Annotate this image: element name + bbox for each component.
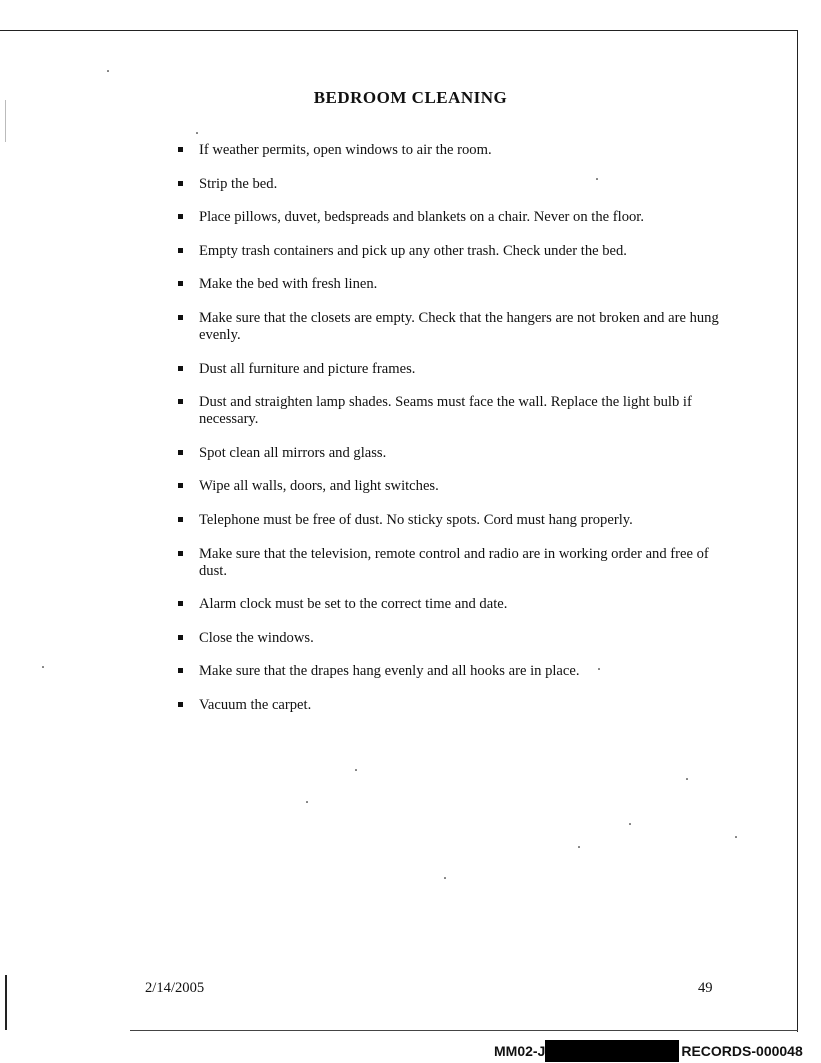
list-item-text: Make sure that the closets are empty. Check that the hangers are not broken and are hung evenly.: [199, 309, 719, 343]
list-item: [178, 243, 738, 260]
list-item: [178, 276, 738, 293]
list-item-text: Dust and straighten lamp shades. Seams must face the wall. Replace the light bulb if necessary.: [199, 394, 692, 428]
scan-speck: [355, 769, 357, 771]
list-item: [178, 663, 738, 680]
list-item: [178, 361, 738, 378]
list-item: [178, 209, 738, 226]
scan-speck: [444, 877, 446, 879]
footer-date: 2/14/2005: [145, 980, 205, 996]
list-item: [178, 176, 738, 193]
list-item-text: Close the windows.: [199, 629, 314, 646]
page-frame-top-rule: [0, 30, 798, 31]
list-item-text: Strip the bed.: [199, 175, 278, 192]
scan-speck: [686, 778, 688, 780]
list-item-text: Telephone must be free of dust. No sticky spots. Cord must hang properly.: [199, 511, 633, 528]
page-frame-left-bottom-rule: [5, 975, 7, 1030]
redaction-block: [545, 1040, 679, 1062]
bates-stamp: [494, 1040, 803, 1062]
list-item-text: Wipe all walls, doors, and light switches.: [199, 478, 439, 495]
scan-speck: [735, 836, 737, 838]
list-item: [178, 512, 738, 529]
scan-speck: [196, 132, 198, 134]
page-number: 49: [698, 980, 713, 996]
list-item-text: Make the bed with fresh linen.: [199, 276, 378, 293]
list-item-text: Dust all furniture and picture frames.: [199, 360, 416, 377]
bullet-square-icon: [178, 281, 183, 286]
scan-speck: [107, 70, 109, 72]
bates-prefix: MM02-J: [494, 1043, 546, 1059]
bullet-square-icon: [178, 315, 183, 320]
list-item: [178, 478, 738, 495]
list-item-text: Empty trash containers and pick up any other trash. Check under the bed.: [199, 242, 627, 259]
list-item: [178, 310, 738, 344]
bullet-square-icon: [178, 551, 183, 556]
list-item-text: Place pillows, duvet, bedspreads and blankets on a chair. Never on the floor.: [199, 209, 644, 226]
page-frame-right-rule: [797, 30, 798, 1032]
bullet-square-icon: [178, 635, 183, 640]
bullet-square-icon: [178, 147, 183, 152]
page-frame-bottom-rule: [130, 1030, 798, 1031]
bullet-square-icon: [178, 248, 183, 253]
bullet-square-icon: [178, 668, 183, 673]
list-item: [178, 697, 738, 714]
list-item-text: Vacuum the carpet.: [199, 696, 312, 713]
list-item-text: Alarm clock must be set to the correct time and date.: [199, 596, 508, 613]
bullet-square-icon: [178, 366, 183, 371]
list-item-text: If weather permits, open windows to air the room.: [199, 142, 492, 158]
list-item: [178, 142, 738, 159]
scan-speck: [578, 846, 580, 848]
bullet-square-icon: [178, 214, 183, 219]
list-item-text: Make sure that the television, remote control and radio are in working order and free of dust.: [199, 545, 709, 579]
bullet-square-icon: [178, 483, 183, 488]
cleaning-checklist: [178, 142, 738, 731]
list-item: [178, 630, 738, 647]
document-title: BEDROOM CLEANING: [313, 88, 508, 107]
list-item: [178, 546, 738, 580]
scan-speck: [306, 801, 308, 803]
list-item-text: Make sure that the drapes hang evenly and all hooks are in place.: [199, 663, 580, 680]
bates-suffix: RECORDS-000048: [681, 1043, 803, 1059]
bullet-square-icon: [178, 702, 183, 707]
list-item-text: Spot clean all mirrors and glass.: [199, 444, 387, 461]
list-item: [178, 394, 738, 428]
list-item: [178, 445, 738, 462]
bullet-square-icon: [178, 601, 183, 606]
scan-speck: [629, 823, 631, 825]
bullet-square-icon: [178, 181, 183, 186]
bullet-square-icon: [178, 450, 183, 455]
list-item: [178, 596, 738, 613]
scan-speck: [42, 666, 44, 668]
bullet-square-icon: [178, 517, 183, 522]
bullet-square-icon: [178, 399, 183, 404]
